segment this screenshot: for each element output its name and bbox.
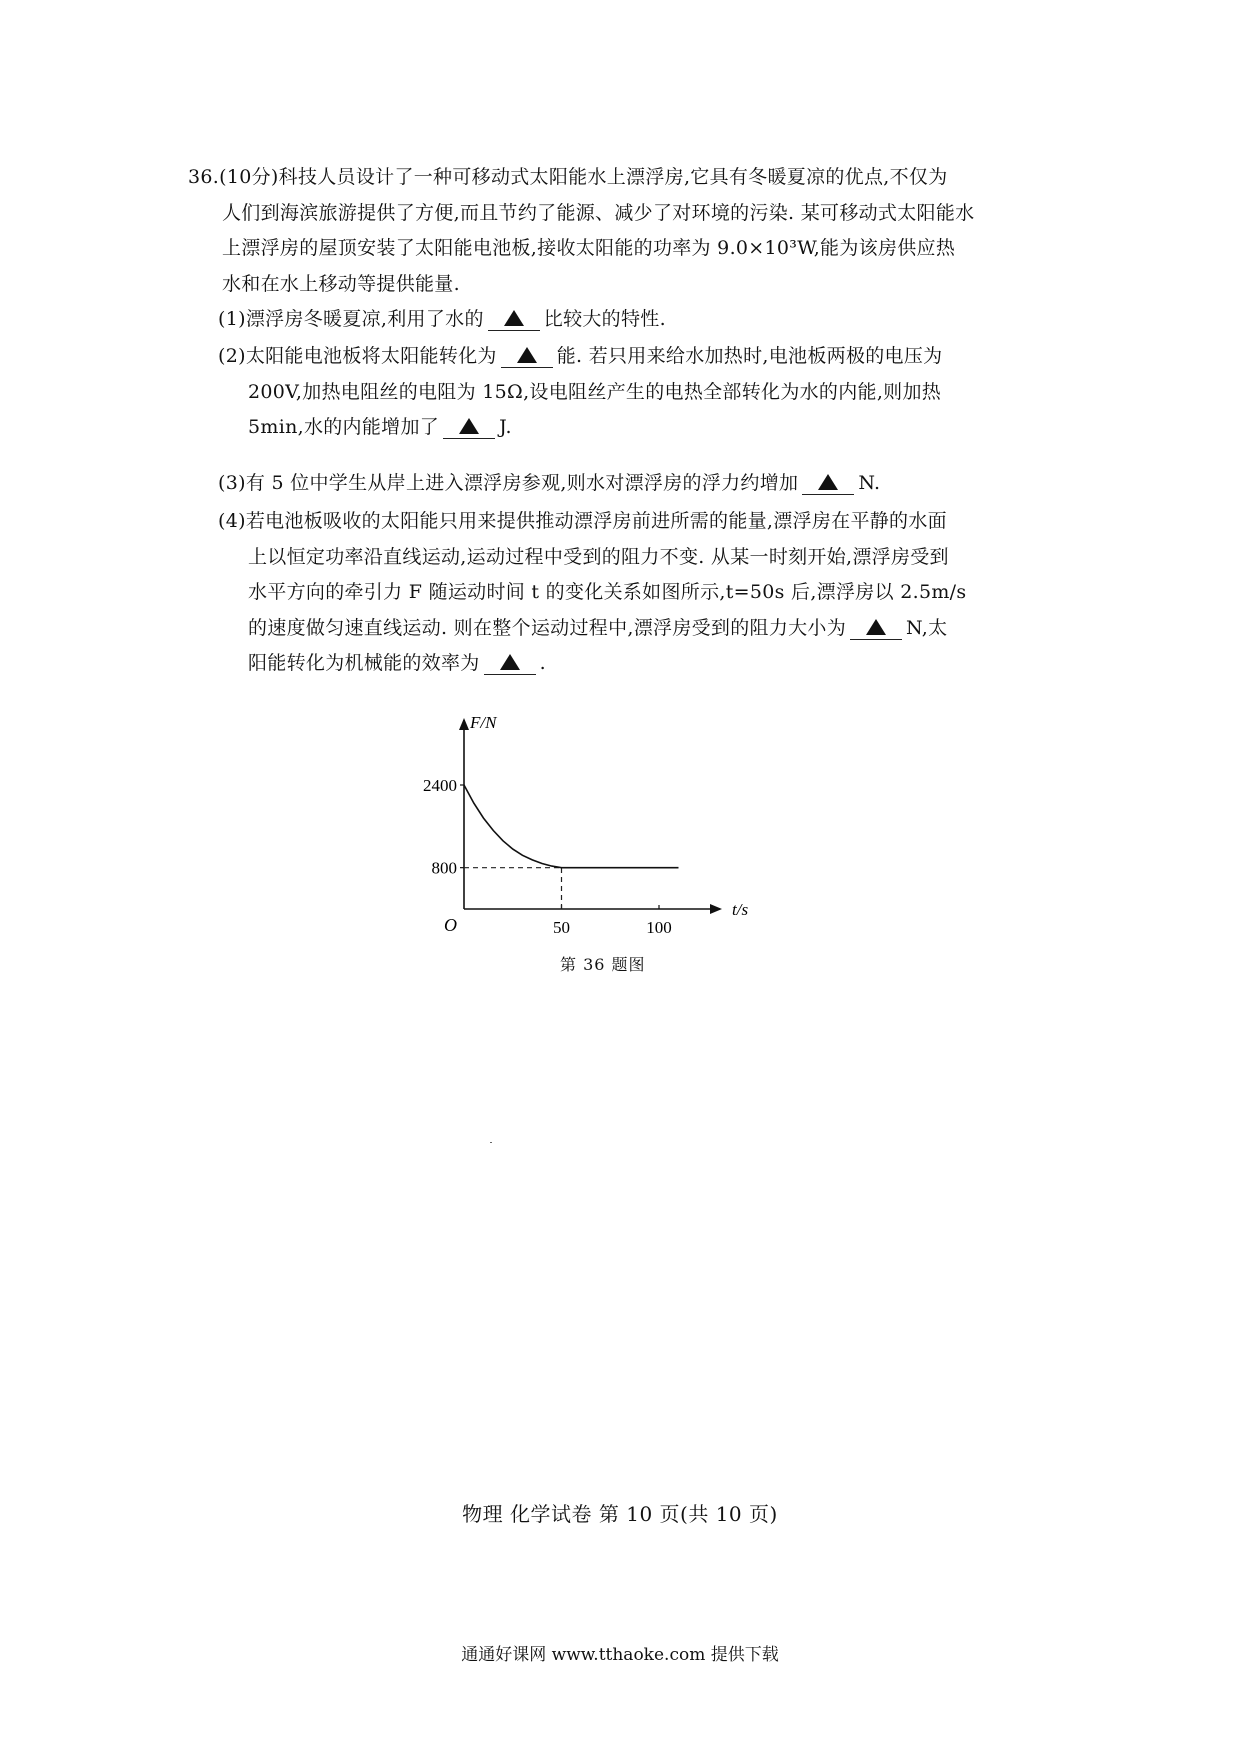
force-time-graph — [420, 700, 820, 940]
x-tick-label: 100 — [646, 918, 672, 937]
scan-speck — [490, 1142, 492, 1143]
answer-blank[interactable] — [443, 416, 495, 439]
part-1: (1)漂浮房冬暖夏凉,利用了水的 比较大的特性. — [218, 308, 666, 330]
triangle-icon — [517, 347, 537, 363]
stem-line-4: 水和在水上移动等提供能量. — [222, 272, 460, 295]
series-line — [464, 785, 679, 868]
answer-blank[interactable] — [850, 617, 902, 640]
triangle-icon — [459, 418, 479, 434]
x-tick-label: 50 — [553, 918, 570, 937]
answer-blank[interactable] — [501, 345, 553, 368]
question-stem — [188, 160, 1068, 302]
y-tick-label: 2400 — [423, 776, 457, 795]
triangle-icon — [504, 310, 524, 326]
triangle-icon — [500, 654, 520, 670]
question-number: 36. — [188, 166, 220, 188]
figure-caption: 第 36 题图 — [560, 955, 646, 974]
stem-line-1: 36.(10分)科技人员设计了一种可移动式太阳能水上漂浮房,它具有冬暖夏凉的优点,不仅为 — [188, 166, 948, 188]
question-score: (10分) — [219, 166, 279, 188]
stem-line-2: 人们到海滨旅游提供了方便,而且节约了能源、减少了对环境的污染. 某可移动式太阳能水 — [222, 201, 975, 224]
page-footer: 物理 化学试卷 第 10 页(共 10 页) — [462, 1502, 778, 1526]
dashed-guides — [464, 868, 562, 909]
origin-label: O — [444, 915, 457, 935]
answer-blank[interactable] — [488, 308, 540, 331]
answer-blank[interactable] — [484, 652, 536, 675]
axes — [459, 718, 722, 914]
stem-line-3: 上漂浮房的屋顶安装了太阳能电池板,接收太阳能的功率为 9.0×10³W,能为该房供应热 — [222, 237, 956, 259]
source-watermark: 通通好课网 www.tthaoke.com 提供下载 — [461, 1645, 779, 1665]
answer-blank[interactable] — [802, 472, 854, 495]
part-3: (3)有 5 位中学生从岸上进入漂浮房参观,则水对漂浮房的浮力约增加 N. — [218, 472, 881, 494]
triangle-icon — [818, 474, 838, 490]
y-tick-label: 800 — [431, 858, 457, 878]
y-axis-arrow-icon — [459, 718, 469, 730]
x-axis-arrow-icon — [710, 904, 722, 914]
y-axis-label: F/N — [470, 713, 497, 732]
triangle-icon — [866, 619, 886, 635]
part-2: (2)太阳能电池板将太阳能转化为 能. 若只用来给水加热时,电池板两极的电压为 200V,加热电阻丝的电阻为 15Ω,设电阻丝产生的电热全部转化为水的内能,则加热 5min,水的内能增加了 J. — [218, 345, 943, 438]
axis-labels — [423, 713, 748, 937]
series-group — [464, 785, 679, 868]
part-4: (4)若电池板吸收的太阳能只用来提供推动漂浮房前进所需的能量,漂浮房在平静的水面 上以恒定功率沿直线运动,运动过程中受到的阻力不变. 从某一时刻开始,漂浮房受到 水平方向的牵引力 F 随运动时间 t 的变化关系如图所示,t=50s 后,漂浮房以 2.5m/s 的速度做匀速直线运动. 则在整个运动过程中,漂浮房受到的阻力大小为 N,太 阳能转化为机械能的效率为 . — [218, 510, 967, 674]
x-axis-label: t/s — [732, 900, 749, 919]
